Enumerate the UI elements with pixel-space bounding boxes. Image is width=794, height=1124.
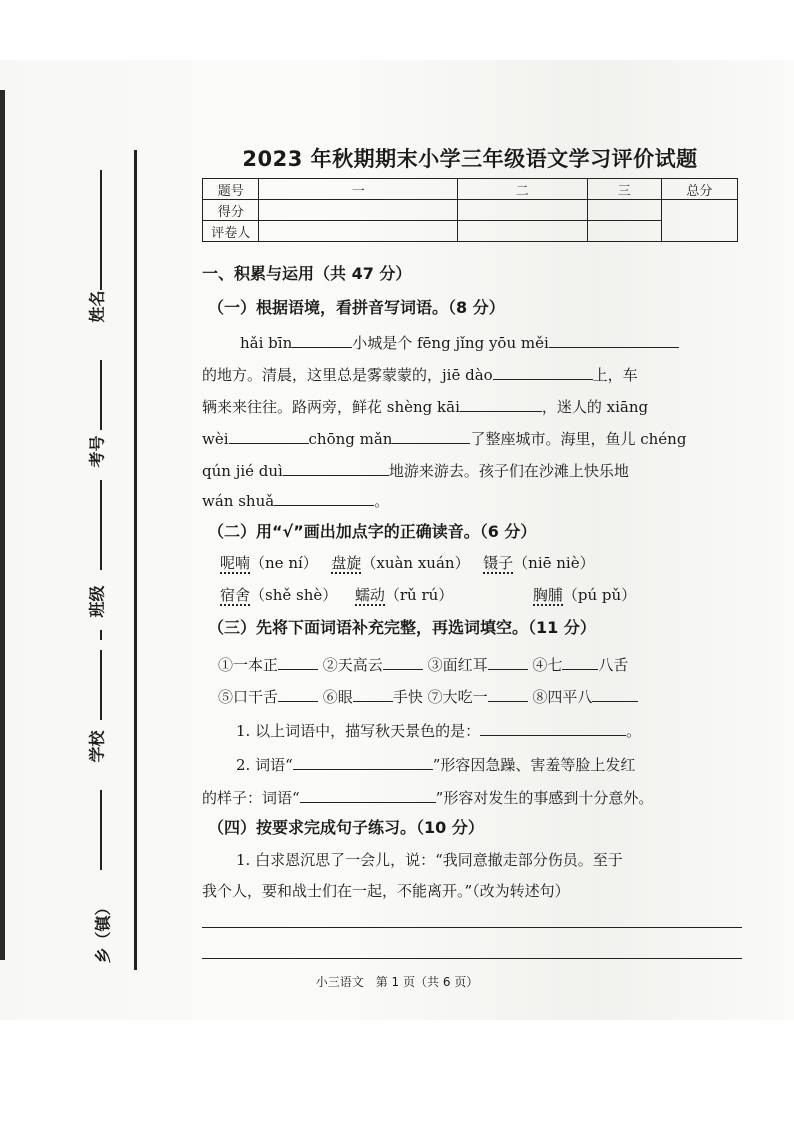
answer-blank[interactable] <box>292 333 352 348</box>
town-label: 乡（镇） <box>93 899 113 964</box>
part-3-heading: （三）先将下面词语补充完整，再选词填空。（11 分） <box>208 618 596 637</box>
answer-blank[interactable] <box>274 491 374 506</box>
col-section-2: 二 <box>458 179 588 200</box>
class-write-line[interactable] <box>100 480 102 570</box>
pinyin-text: wèi <box>202 430 229 448</box>
answer-writing-line[interactable] <box>202 958 742 959</box>
pronunciation-item[interactable]: 呢喃（ne ní） <box>220 554 318 572</box>
line-text: ，迷人的 xiāng <box>541 398 649 416</box>
part-1-line-2 <box>202 365 742 383</box>
page-footer: 小三语文 第 1 页（共 6 页） <box>315 975 479 989</box>
part-2-heading: （二）用“√”画出加点字的正确读音。（6 分） <box>208 522 537 541</box>
grader-cell-3[interactable] <box>587 221 661 242</box>
idiom-prefix: ⑥眼 <box>322 688 353 706</box>
side-field-town <box>72 790 132 964</box>
idiom-prefix: ④七 <box>532 656 563 674</box>
section-1-heading: 一、积累与运用（共 47 分） <box>202 264 412 283</box>
row-header-grader: 评卷人 <box>203 221 259 242</box>
score-cell-total[interactable] <box>661 200 737 242</box>
part-2-row-2 <box>220 588 760 603</box>
part-1-line-1 <box>240 333 780 351</box>
part-4-heading: （四）按要求完成句子练习。（10 分） <box>208 818 484 837</box>
school-label: 学校 <box>87 730 107 763</box>
answer-blank[interactable] <box>353 687 393 702</box>
answer-blank[interactable] <box>293 755 433 770</box>
idiom-suffix: 手快 <box>392 688 423 706</box>
idiom-suffix: 八舌 <box>598 656 629 674</box>
col-section-3: 三 <box>587 179 661 200</box>
part-3-question-1 <box>236 721 776 739</box>
pronunciation-item[interactable]: 胸脯（pú pǔ） <box>532 586 637 604</box>
score-table <box>202 178 738 242</box>
idiom-prefix: ⑤口干舌 <box>218 688 279 706</box>
answer-blank[interactable] <box>488 687 528 702</box>
class-write-line-tail <box>100 630 102 640</box>
col-section-1: 一 <box>259 179 458 200</box>
name-label: 姓名 <box>87 290 107 323</box>
side-field-class <box>72 480 132 640</box>
part-1-line-5 <box>202 461 742 479</box>
part-4-question-1b: 我个人，要和战士们在一起，不能离开。”（改为转述句） <box>202 882 570 900</box>
side-field-school <box>72 650 132 780</box>
answer-blank[interactable] <box>383 655 423 670</box>
grader-cell-1[interactable] <box>259 221 458 242</box>
part-4-question-1a: 1. 白求恩沉思了一会儿，说：“我同意撤走部分伤员。至于 <box>236 851 623 869</box>
line-text: 的地方。清晨，这里总是雾蒙蒙的，jiē dào <box>202 366 493 384</box>
answer-blank[interactable] <box>460 397 542 412</box>
question-text: ”形容因急躁、害羞等脸上发红 <box>432 756 636 774</box>
idiom-prefix: ②天高云 <box>322 656 383 674</box>
binding-line <box>134 150 137 970</box>
answer-blank[interactable] <box>278 687 318 702</box>
class-label: 班级 <box>87 585 107 618</box>
question-text: 1. 以上词语中，描写秋天景色的是： <box>236 722 481 740</box>
question-text: 2. 词语“ <box>236 756 293 774</box>
line-text: 辆来来往往。路两旁，鲜花 shèng kāi <box>202 398 460 416</box>
exam-number-label: 考号 <box>87 435 107 468</box>
part-3-row-2 <box>218 687 758 705</box>
pronunciation-item[interactable]: 镊子（niē niè） <box>483 554 595 572</box>
answer-blank[interactable] <box>392 429 470 444</box>
answer-writing-line[interactable] <box>202 927 742 928</box>
answer-blank[interactable] <box>300 788 436 803</box>
idiom-prefix: ①一本正 <box>218 656 279 674</box>
side-field-name <box>72 170 132 350</box>
side-field-exam-number <box>72 360 132 500</box>
part-2-row-1 <box>220 556 760 571</box>
pronunciation-item[interactable]: 盘旋（xuàn xuán） <box>331 554 470 572</box>
pinyin-text: wán shuǎ <box>202 492 275 510</box>
score-cell-3[interactable] <box>587 200 661 221</box>
line-text: 地游来游去。孩子们在沙滩上快乐地 <box>388 462 629 480</box>
col-total: 总分 <box>661 179 737 200</box>
score-cell-2[interactable] <box>458 200 588 221</box>
question-text: ”形容对发生的事感到十分意外。 <box>435 789 654 807</box>
page-left-edge <box>0 90 5 960</box>
answer-blank[interactable] <box>283 461 389 476</box>
pinyin-text: hǎi bīn <box>240 334 293 352</box>
line-text: 。 <box>374 492 390 510</box>
score-cell-1[interactable] <box>259 200 458 221</box>
exam-number-write-line[interactable] <box>100 360 102 430</box>
pronunciation-item[interactable]: 蠕动（rǔ rú） <box>354 586 454 604</box>
answer-blank[interactable] <box>549 333 679 348</box>
answer-blank[interactable] <box>592 687 638 702</box>
answer-blank[interactable] <box>488 655 528 670</box>
line-text: 小城是个 fēng jǐng yōu měi <box>352 334 549 352</box>
answer-blank[interactable] <box>480 721 626 736</box>
part-1-heading: （一）根据语境，看拼音写词语。（8 分） <box>208 298 505 317</box>
answer-blank[interactable] <box>229 429 309 444</box>
part-3-row-1 <box>218 655 758 673</box>
pinyin-text: chōng mǎn <box>308 430 393 448</box>
pronunciation-item[interactable]: 宿舍（shě shè） <box>220 586 338 604</box>
line-text: 上，车 <box>592 366 638 384</box>
line-text: 了整座城市。海里，鱼儿 chéng <box>470 430 687 448</box>
idiom-prefix: ③面红耳 <box>427 656 488 674</box>
answer-blank[interactable] <box>278 655 318 670</box>
school-write-line[interactable] <box>100 650 102 720</box>
part-3-question-2a <box>236 755 776 773</box>
exam-title: 2023 年秋期期末小学三年级语文学习评价试题 <box>242 147 698 171</box>
row-header-score: 得分 <box>203 200 259 221</box>
idiom-prefix: ⑦大吃一 <box>427 688 488 706</box>
part-1-line-4 <box>202 429 742 447</box>
town-write-line[interactable] <box>100 790 102 870</box>
pinyin-text: qún jié duì <box>202 462 283 480</box>
question-text: 。 <box>626 722 642 740</box>
answer-blank[interactable] <box>562 655 598 670</box>
part-3-question-2b <box>202 788 742 806</box>
grader-cell-2[interactable] <box>458 221 588 242</box>
idiom-prefix: ⑧四平八 <box>532 688 593 706</box>
part-1-line-6 <box>202 491 742 509</box>
part-1-line-3 <box>202 397 742 415</box>
name-write-line[interactable] <box>100 170 102 290</box>
question-text: 的样子：词语“ <box>202 789 300 807</box>
row-header-question-number: 题号 <box>203 179 259 200</box>
answer-blank[interactable] <box>493 365 593 380</box>
